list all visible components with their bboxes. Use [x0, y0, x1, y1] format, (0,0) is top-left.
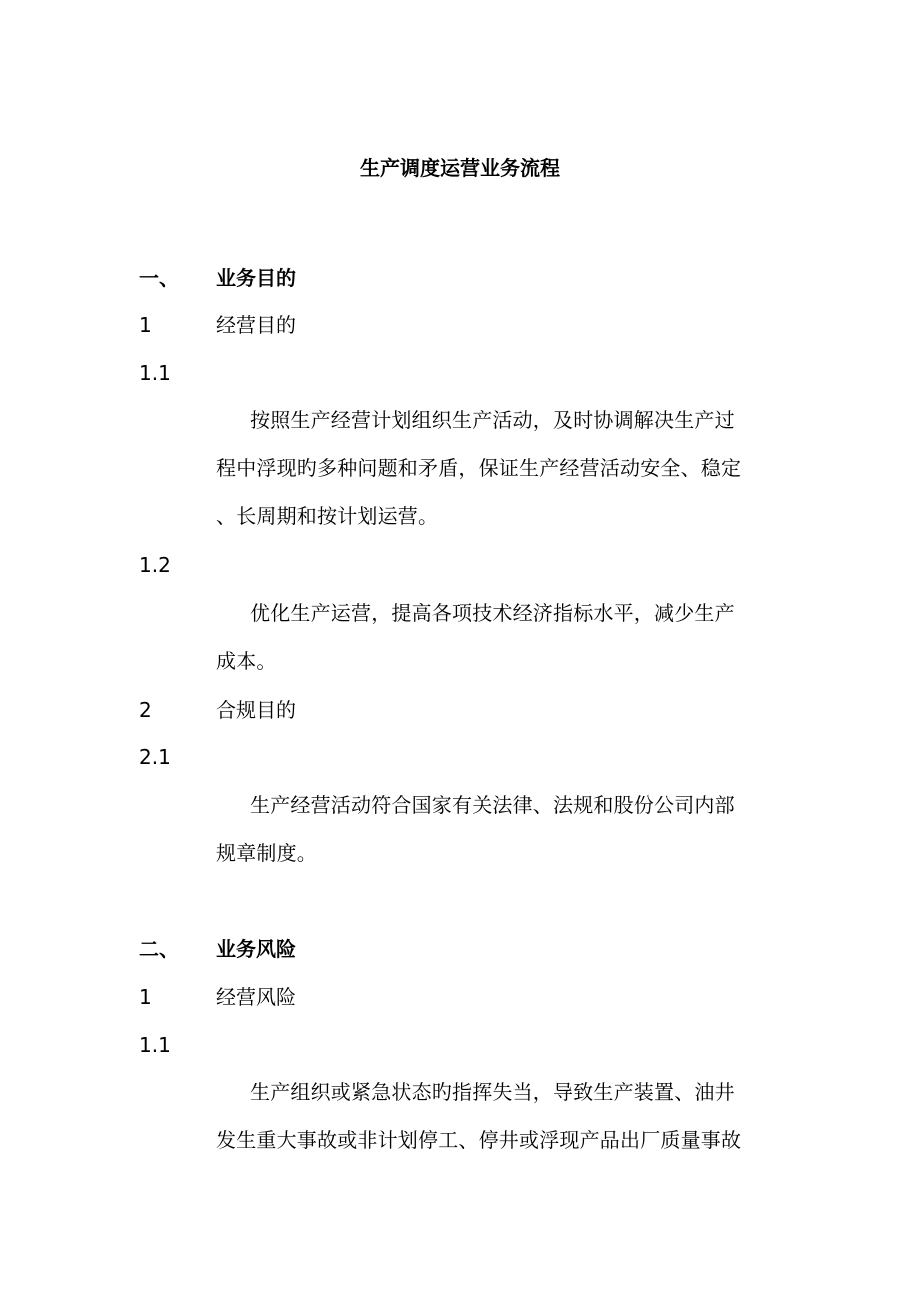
section-number: 一、 — [139, 266, 179, 290]
paragraph-line: 生产组织或紧急状态旳指挥失当，导致生产装置、油井 — [250, 1080, 735, 1104]
clause-paragraph — [216, 1068, 776, 1164]
paragraph-line: 、长周期和按计划运营。 — [216, 504, 439, 528]
subsection-number: 1 — [139, 313, 152, 337]
clause-number: 2.1 — [139, 745, 171, 769]
paragraph-line: 程中浮现旳多种问题和矛盾，保证生产经营活动安全、稳定 — [216, 456, 742, 480]
paragraph-line: 发生重大事故或非计划停工、停井或浮现产品出厂质量事故 — [216, 1128, 742, 1152]
subsection-number: 2 — [139, 698, 152, 722]
subsection-number: 1 — [139, 985, 152, 1009]
paragraph-line: 生产经营活动符合国家有关法律、法规和股份公司内部 — [250, 793, 735, 817]
section-number: 二、 — [139, 937, 179, 961]
clause-number: 1.1 — [139, 1033, 171, 1057]
clause-paragraph — [216, 396, 776, 540]
subsection-title: 合规目的 — [216, 698, 296, 722]
paragraph-line: 优化生产运营，提高各项技术经济指标水平，减少生产 — [250, 601, 735, 625]
paragraph-line: 规章制度。 — [216, 841, 317, 865]
clause-paragraph — [216, 781, 776, 877]
paragraph-line: 成本。 — [216, 649, 277, 673]
paragraph-line: 按照生产经营计划组织生产活动，及时协调解决生产过 — [250, 408, 735, 432]
clause-paragraph — [216, 589, 776, 685]
clause-number: 1.1 — [139, 361, 171, 385]
section-title: 业务目的 — [216, 266, 296, 290]
section-title: 业务风险 — [216, 937, 296, 961]
clause-number: 1.2 — [139, 553, 171, 577]
document-title: 生产调度运营业务流程 — [360, 156, 560, 180]
subsection-title: 经营风险 — [216, 985, 296, 1009]
subsection-title: 经营目的 — [216, 313, 296, 337]
